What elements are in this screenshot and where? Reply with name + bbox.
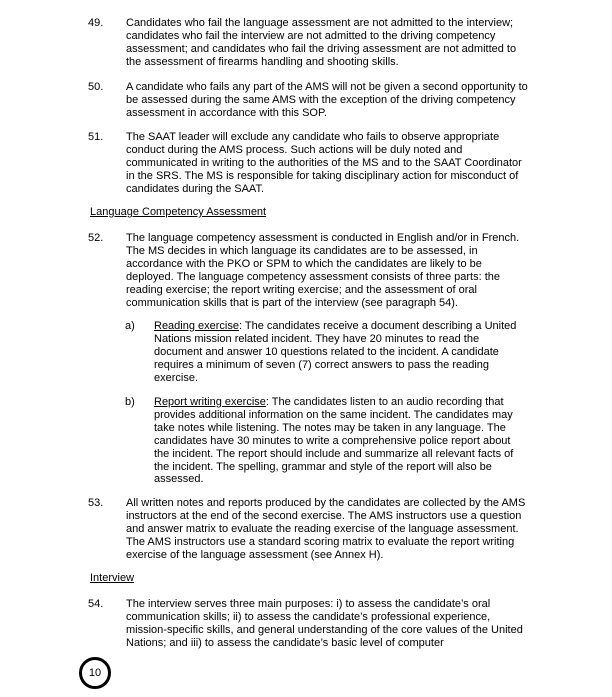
paragraph-text: The interview serves three main purposes: i) to assess the candidate’s oral communication skills; ii) to assess the candidate’s professional experience, mission-specific skills, and general understanding of the core values of the United Nations; and iii) to assess the candidate’s basic level of computer	[126, 598, 523, 649]
subitem-title: Reading exercise	[154, 320, 239, 332]
paragraph-text: All written notes and reports produced by the candidates are collected by the AMS instructors at the end of the second exercise. The AMS instructors use a question and answer matrix to evaluate the reading exercise of the language assessment. The AMS instructors use a standard scoring matrix to evaluate the report writing exercise of the language assessment (see Annex H).	[126, 497, 526, 561]
section-heading-language: Language Competency Assessment	[90, 206, 267, 218]
section-heading-interview: Interview	[90, 572, 135, 584]
paragraph-number: 51.	[88, 131, 104, 143]
paragraph-54	[88, 598, 528, 650]
paragraph-text: Candidates who fail the language assessment are not admitted to the interview; candidates who fail the interview are not admitted to the driving competency assessment; and candidates who fail the driving assessment are not admitted to the assessment of firearms handling and shooting skills.	[126, 17, 517, 68]
paragraph-50	[88, 81, 528, 120]
paragraph-number: 50.	[88, 81, 104, 93]
subitem-text	[154, 320, 523, 385]
paragraph-number: 52.	[88, 232, 104, 244]
paragraph-number: 49.	[88, 17, 104, 29]
subitem-body: : The candidates receive a document describing a United Nations mission related incident. They have 20 minutes to read the document and answer 10 questions related to the incident. A candidate requires a minimum of seven (7) correct answers to pass the reading exercise.	[154, 320, 517, 384]
paragraph-number: 53.	[88, 497, 104, 509]
subitem-text	[154, 396, 523, 486]
page-number: 10	[88, 667, 102, 679]
page-number-circle	[79, 657, 111, 689]
subitem-letter: b)	[125, 396, 135, 408]
paragraph-53	[88, 497, 528, 562]
paragraph-text: The language competency assessment is conducted in English and/or in French. The MS decides in which language its candidates are to be assessed, in accordance with the PKO or SPM to which the candidates are likely to be deployed. The language competency assessment consists of three parts: the reading exercise; the report writing exercise; and the assessment of oral communication skills that is part of the interview (see paragraph 54).	[126, 232, 520, 309]
paragraph-text: A candidate who fails any part of the AMS will not be given a second opportunity to be assessed during the same AMS with the exception of the driving competency assessment in accordance with this SOP.	[126, 81, 528, 119]
subitem-reading-exercise	[125, 320, 523, 385]
paragraph-51	[88, 131, 528, 196]
subitem-report-writing-exercise	[125, 396, 523, 486]
subitem-letter: a)	[125, 320, 135, 332]
paragraph-49	[88, 17, 528, 69]
subitem-body: : The candidates listen to an audio recording that provides additional information on the same incident. The candidates may take notes while listening. The notes may be taken in any language. The candidates have 30 minutes to write a comprehensive police report about the incident. The report should include and summarize all relevant facts of the incident. The spelling, grammar and style of the report will also be assessed.	[154, 396, 514, 486]
subitem-title: Report writing exercise	[154, 396, 266, 408]
paragraph-52	[88, 232, 528, 309]
paragraph-number: 54.	[88, 598, 104, 610]
paragraph-text: The SAAT leader will exclude any candidate who fails to observe appropriate conduct during the AMS process. Such actions will be duly noted and communicated in writing to the authorities of the MS and to the SAAT Coordinator in the SRS. The MS is responsible for taking disciplinary action for misconduct of candidates during the SAAT.	[126, 131, 522, 195]
